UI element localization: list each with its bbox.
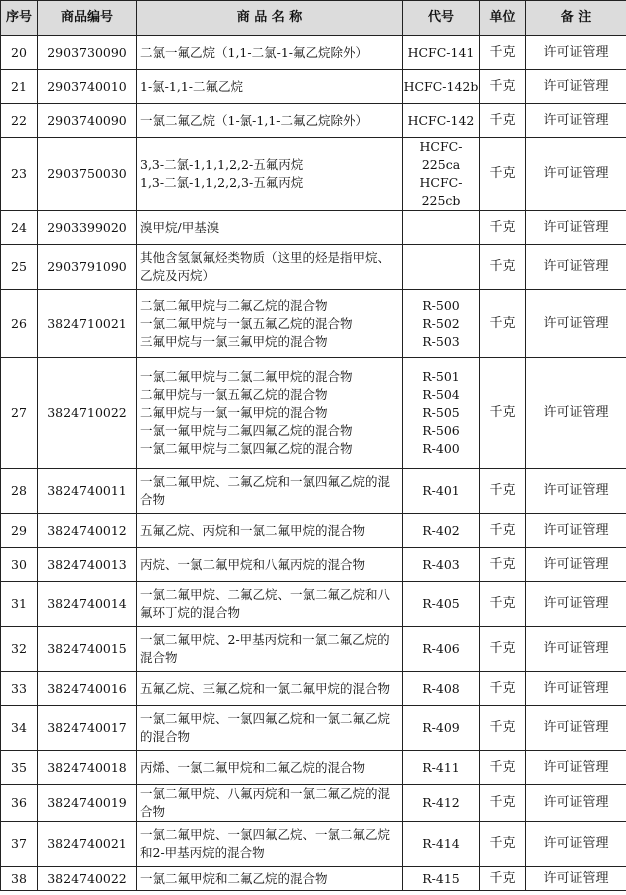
cell-name: 1-氯-1,1-二氟乙烷 (137, 70, 403, 104)
cell-seq: 29 (1, 514, 38, 548)
cell-code: R-409 (403, 706, 480, 751)
cell-hs-code: 2903740010 (38, 70, 137, 104)
cell-name: 一氯二氟乙烷（1-氯-1,1-二氟乙烷除外） (137, 104, 403, 138)
table-row (1, 138, 626, 211)
table-row (1, 514, 626, 548)
cell-unit: 千克 (480, 138, 526, 211)
cell-name: 一氯二氟甲烷、八氟丙烷和一氯二氟乙烷的混合物 (137, 785, 403, 822)
cell-remark: 许可证管理 (526, 70, 626, 104)
cell-code: HCFC-141 (403, 36, 480, 70)
cell-code: R-412 (403, 785, 480, 822)
cell-hs-code: 3824740013 (38, 548, 137, 582)
cell-unit: 千克 (480, 548, 526, 582)
cell-hs-code: 3824740012 (38, 514, 137, 548)
table-row (1, 548, 626, 582)
cell-unit: 千克 (480, 822, 526, 867)
header-code: 代号 (403, 1, 480, 36)
cell-unit: 千克 (480, 627, 526, 672)
cell-hs-code: 3824740021 (38, 822, 137, 867)
cell-seq: 26 (1, 290, 38, 358)
cell-code: R-500 R-502 R-503 (403, 290, 480, 358)
cell-unit: 千克 (480, 514, 526, 548)
cell-name: 二氯二氟甲烷与二氟乙烷的混合物 一氯二氟甲烷与一氯五氟乙烷的混合物 三氟甲烷与一氯三氟甲烷的混合物 (137, 290, 403, 358)
table-row (1, 211, 626, 245)
cell-remark: 许可证管理 (526, 706, 626, 751)
cell-hs-code: 2903750030 (38, 138, 137, 211)
cell-hs-code: 3824740017 (38, 706, 137, 751)
cell-code: R-501 R-504 R-505 R-506 R-400 (403, 358, 480, 469)
cell-name: 一氯二氟甲烷、一氯四氟乙烷、一氯二氟乙烷和2-甲基丙烷的混合物 (137, 822, 403, 867)
cell-code: R-406 (403, 627, 480, 672)
cell-hs-code: 3824740014 (38, 582, 137, 627)
cell-seq: 37 (1, 822, 38, 867)
cell-remark: 许可证管理 (526, 36, 626, 70)
cell-hs-code: 3824710022 (38, 358, 137, 469)
cell-remark: 许可证管理 (526, 104, 626, 138)
cell-code: HCFC-142 (403, 104, 480, 138)
cell-hs-code: 3824740018 (38, 751, 137, 785)
cell-hs-code: 3824740011 (38, 469, 137, 514)
table-row (1, 785, 626, 822)
cell-remark: 许可证管理 (526, 672, 626, 706)
cell-name: 五氟乙烷、三氟乙烷和一氯二氟甲烷的混合物 (137, 672, 403, 706)
cell-unit: 千克 (480, 469, 526, 514)
table-row (1, 822, 626, 867)
cell-unit: 千克 (480, 290, 526, 358)
header-name: 商 品 名 称 (137, 1, 403, 36)
cell-code: R-408 (403, 672, 480, 706)
table-row (1, 672, 626, 706)
cell-hs-code: 3824740015 (38, 627, 137, 672)
header-remark: 备 注 (526, 1, 626, 36)
table-row (1, 358, 626, 469)
cell-name: 二氯一氟乙烷（1,1-二氯-1-氟乙烷除外） (137, 36, 403, 70)
table-row (1, 290, 626, 358)
cell-name: 丙烯、一氯二氟甲烷和二氟乙烷的混合物 (137, 751, 403, 785)
cell-code: R-414 (403, 822, 480, 867)
cell-remark: 许可证管理 (526, 582, 626, 627)
table-row (1, 245, 626, 290)
cell-name: 一氯二氟甲烷和二氟乙烷的混合物 (137, 867, 403, 891)
cell-hs-code: 3824740016 (38, 672, 137, 706)
cell-code (403, 245, 480, 290)
cell-seq: 28 (1, 469, 38, 514)
cell-code: R-403 (403, 548, 480, 582)
cell-remark: 许可证管理 (526, 290, 626, 358)
cell-name: 一氯二氟甲烷、二氟乙烷和一氯四氟乙烷的混合物 (137, 469, 403, 514)
cell-code: R-415 (403, 867, 480, 891)
header-row (1, 1, 626, 36)
cell-seq: 31 (1, 582, 38, 627)
cell-code: R-402 (403, 514, 480, 548)
cell-remark: 许可证管理 (526, 751, 626, 785)
cell-seq: 34 (1, 706, 38, 751)
cell-seq: 21 (1, 70, 38, 104)
cell-unit: 千克 (480, 358, 526, 469)
cell-unit: 千克 (480, 751, 526, 785)
cell-remark: 许可证管理 (526, 469, 626, 514)
cell-seq: 20 (1, 36, 38, 70)
cell-unit: 千克 (480, 582, 526, 627)
cell-seq: 30 (1, 548, 38, 582)
cell-code: R-401 (403, 469, 480, 514)
cell-remark: 许可证管理 (526, 211, 626, 245)
cell-code: R-405 (403, 582, 480, 627)
cell-hs-code: 2903730090 (38, 36, 137, 70)
cell-name: 其他含氢氯氟烃类物质（这里的烃是指甲烷、乙烷及丙烷） (137, 245, 403, 290)
cell-unit: 千克 (480, 706, 526, 751)
cell-code (403, 211, 480, 245)
cell-seq: 36 (1, 785, 38, 822)
table-row (1, 867, 626, 891)
table-row (1, 36, 626, 70)
cell-name: 丙烷、一氯二氟甲烷和八氟丙烷的混合物 (137, 548, 403, 582)
cell-hs-code: 2903399020 (38, 211, 137, 245)
cell-remark: 许可证管理 (526, 785, 626, 822)
cell-seq: 25 (1, 245, 38, 290)
cell-name: 五氟乙烷、丙烷和一氯二氟甲烷的混合物 (137, 514, 403, 548)
cell-remark: 许可证管理 (526, 514, 626, 548)
cell-name: 一氯二氟甲烷、二氟乙烷、一氯二氟乙烷和八氟环丁烷的混合物 (137, 582, 403, 627)
cell-name: 一氯二氟甲烷、2-甲基丙烷和一氯二氟乙烷的混合物 (137, 627, 403, 672)
header-hs-code: 商品编号 (38, 1, 137, 36)
cell-remark: 许可证管理 (526, 245, 626, 290)
cell-remark: 许可证管理 (526, 867, 626, 891)
cell-code: HCFC-225ca HCFC-225cb (403, 138, 480, 211)
cell-unit: 千克 (480, 672, 526, 706)
cell-name: 3,3-二氯-1,1,1,2,2-五氟丙烷 1,3-二氯-1,1,2,2,3-五氟丙烷 (137, 138, 403, 211)
cell-remark: 许可证管理 (526, 548, 626, 582)
table-row (1, 104, 626, 138)
table-row (1, 469, 626, 514)
cell-seq: 23 (1, 138, 38, 211)
cell-unit: 千克 (480, 211, 526, 245)
cell-seq: 27 (1, 358, 38, 469)
cell-code: HCFC-142b (403, 70, 480, 104)
cell-unit: 千克 (480, 36, 526, 70)
cell-unit: 千克 (480, 867, 526, 891)
cell-seq: 33 (1, 672, 38, 706)
cell-remark: 许可证管理 (526, 138, 626, 211)
cell-seq: 35 (1, 751, 38, 785)
cell-unit: 千克 (480, 70, 526, 104)
cell-unit: 千克 (480, 104, 526, 138)
table-row (1, 582, 626, 627)
header-unit: 单位 (480, 1, 526, 36)
cell-seq: 24 (1, 211, 38, 245)
table-row (1, 70, 626, 104)
cell-hs-code: 2903791090 (38, 245, 137, 290)
cell-name: 一氯二氟甲烷与二氯二氟甲烷的混合物 二氟甲烷与一氯五氟乙烷的混合物 二氟甲烷与一氯一氟甲烷的混合物 一氯一氟甲烷与二氟四氟乙烷的混合物 一氯二氟甲烷与二氯四氟乙烷的混合物 (137, 358, 403, 469)
cell-remark: 许可证管理 (526, 627, 626, 672)
cell-seq: 32 (1, 627, 38, 672)
cell-code: R-411 (403, 751, 480, 785)
cell-seq: 22 (1, 104, 38, 138)
cell-remark: 许可证管理 (526, 822, 626, 867)
cell-unit: 千克 (480, 785, 526, 822)
cell-seq: 38 (1, 867, 38, 891)
cell-remark: 许可证管理 (526, 358, 626, 469)
cell-name: 一氯二氟甲烷、一氯四氟乙烷和一氯二氟乙烷的混合物 (137, 706, 403, 751)
cell-name: 溴甲烷/甲基溴 (137, 211, 403, 245)
table-row (1, 627, 626, 672)
table-row (1, 706, 626, 751)
cell-hs-code: 3824710021 (38, 290, 137, 358)
cell-unit: 千克 (480, 245, 526, 290)
cell-hs-code: 3824740022 (38, 867, 137, 891)
header-seq: 序号 (1, 1, 38, 36)
cell-hs-code: 2903740090 (38, 104, 137, 138)
table-row (1, 751, 626, 785)
cell-hs-code: 3824740019 (38, 785, 137, 822)
